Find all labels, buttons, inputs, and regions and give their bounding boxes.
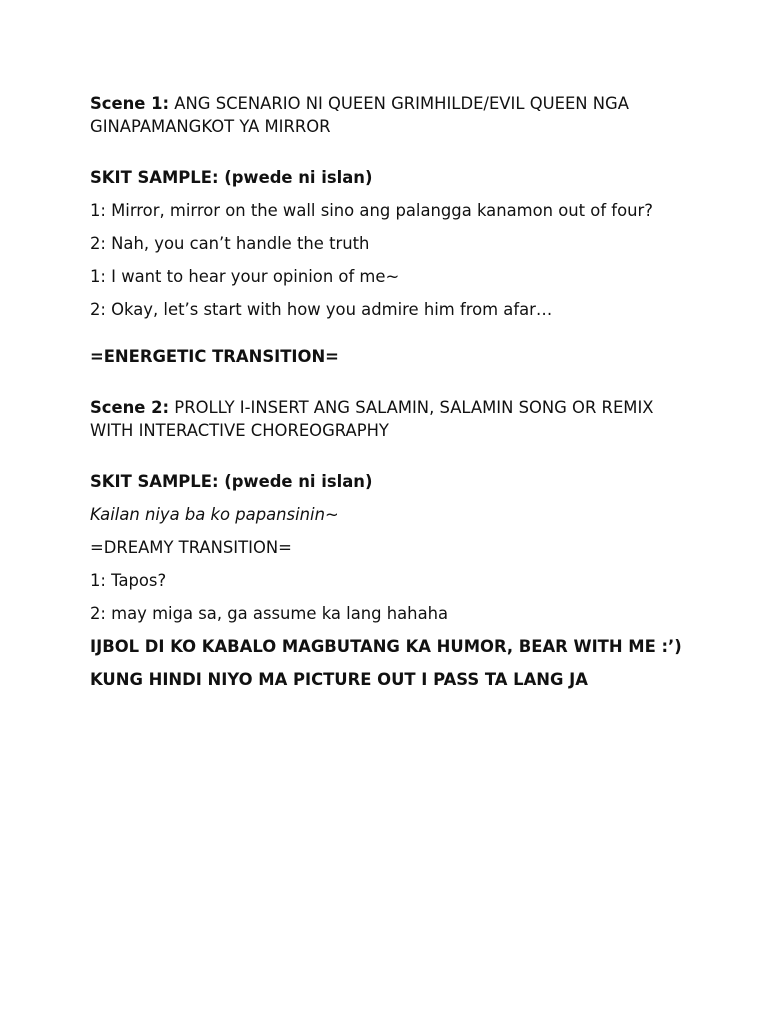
scene-1-paragraph [90,92,690,138]
song-lyric: Kailan niya ba ko papansinin~ [90,505,339,524]
energetic-transition: =ENERGETIC TRANSITION= [90,347,339,366]
document-body [90,92,690,701]
skit-1-line: 2: Okay, let’s start with how you admire him from afar… [90,300,553,319]
scene-2-paragraph [90,396,690,442]
skit-2-line: 1: Tapos? [90,571,167,590]
skit-1-heading: SKIT SAMPLE: (pwede ni islan) [90,168,373,187]
skit-1-line: 1: Mirror, mirror on the wall sino ang palangga kanamon out of four? [90,201,653,220]
skit-1-line: 1: I want to hear your opinion of me~ [90,267,400,286]
skit-1-line: 2: Nah, you can’t handle the truth [90,234,370,253]
author-note: KUNG HINDI NIYO MA PICTURE OUT I PASS TA LANG JA [90,670,588,689]
skit-2-line: 2: may miga sa, ga assume ka lang hahaha [90,604,449,623]
scene-1-description: ANG SCENARIO NI QUEEN GRIMHILDE/EVIL QUEEN NGA GINAPAMANGKOT YA MIRROR [90,94,629,136]
scene-2-label: Scene 2: [90,398,170,417]
author-note: IJBOL DI KO KABALO MAGBUTANG KA HUMOR, BEAR WITH ME :’) [90,637,682,656]
skit-2-heading: SKIT SAMPLE: (pwede ni islan) [90,472,373,491]
scene-2-description: PROLLY I-INSERT ANG SALAMIN, SALAMIN SONG OR REMIX WITH INTERACTIVE CHOREOGRAPHY [90,398,654,440]
dreamy-transition: =DREAMY TRANSITION= [90,538,292,557]
scene-1-label: Scene 1: [90,94,170,113]
